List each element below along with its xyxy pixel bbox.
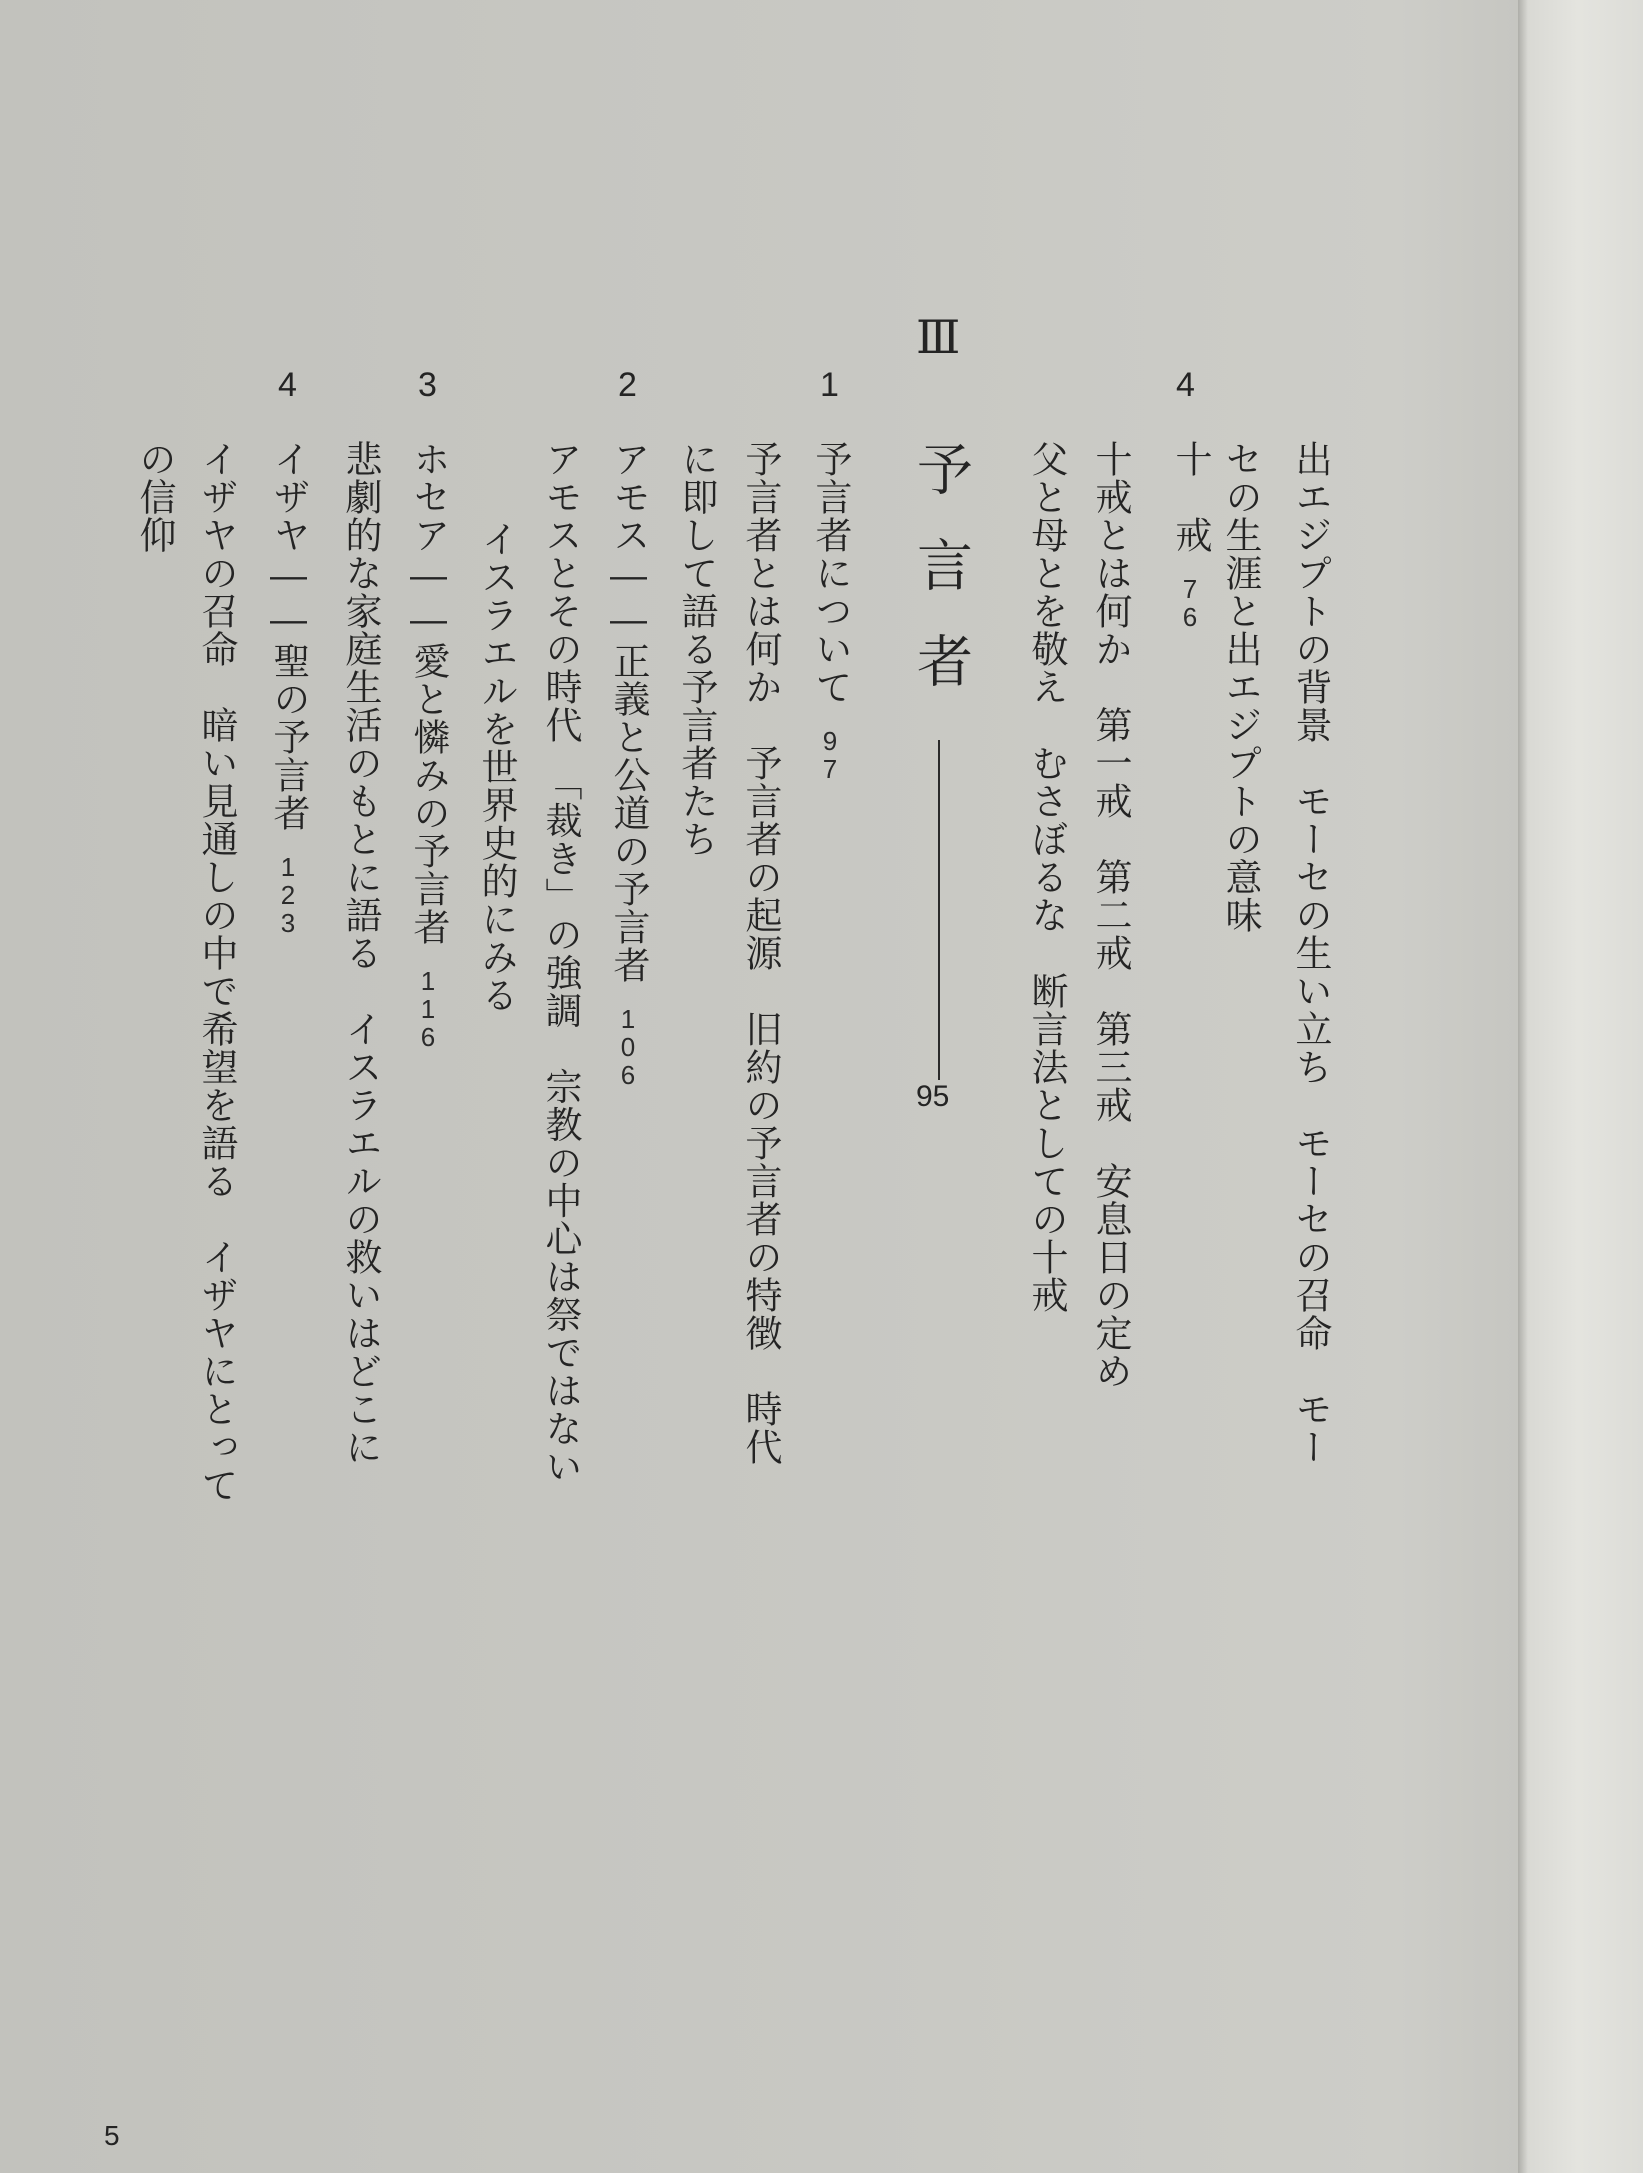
toc-line-s1-a xyxy=(740,440,780,1466)
toc-line-moses-a xyxy=(1290,440,1330,1466)
toc-text: イスラエルを世界史的にみる xyxy=(475,520,518,1014)
toc-text: 出エジプトの背景 モーセの生い立ち モーセの召命 モー xyxy=(1289,440,1332,1466)
toc-heading-text: イザヤ――聖の予言者 xyxy=(267,440,310,832)
toc-page-number: 106 xyxy=(613,1004,643,1088)
part-page-number: 95 xyxy=(916,1080,950,1113)
toc-text: アモスとその時代 「裁き」の強調 宗教の中心は祭ではない xyxy=(539,440,582,1486)
toc-heading-text: ホセア――愛と憐みの予言者 xyxy=(407,440,450,946)
toc-text: イザヤの召命 暗い見通しの中で希望を語る イザヤにとって xyxy=(195,440,238,1504)
page-gutter xyxy=(1518,0,1643,2173)
toc-text: 悲劇的な家庭生活のもとに語る イスラエルの救いはどこに xyxy=(339,440,382,1466)
part-number: Ⅲ xyxy=(916,310,955,364)
toc-line-s2-a xyxy=(540,440,580,1486)
toc-heading-s3 xyxy=(408,440,448,1050)
toc-heading-text: アモス――正義と公道の予言者 xyxy=(607,440,650,984)
toc-heading-s4 xyxy=(268,440,308,936)
toc-heading-text: 予言者について xyxy=(809,440,852,706)
toc-line-s4-a xyxy=(196,440,236,1504)
toc-section-number: 2 xyxy=(618,366,637,404)
toc-line-s2-b xyxy=(476,520,516,1014)
toc-page-number: 116 xyxy=(413,966,443,1050)
toc-text: の信仰 xyxy=(133,440,176,554)
toc-section-number: 1 xyxy=(820,366,839,404)
toc-section-number: 3 xyxy=(418,366,437,404)
page-folio-number: 5 xyxy=(104,2120,120,2151)
part-title: 予言者 xyxy=(908,440,973,728)
toc-text: 予言者とは何か 予言者の起源 旧約の予言者の特徴 時代 xyxy=(739,440,782,1466)
toc-text: 父と母とを敬え むさぼるな 断言法としての十戒 xyxy=(1025,440,1068,1314)
toc-page-number: 123 xyxy=(273,852,303,936)
toc-section-number: 4 xyxy=(278,366,297,404)
part-title-dash xyxy=(938,740,940,1080)
toc-line-s4-b xyxy=(134,440,174,554)
toc-text: セの生涯と出エジプトの意味 xyxy=(1219,440,1262,934)
toc-page-number: 76 xyxy=(1175,574,1205,630)
toc-page-number: 97 xyxy=(815,726,845,782)
toc-section-number: 4 xyxy=(1176,366,1195,404)
toc-text: 十戒とは何か 第一戒 第二戒 第三戒 安息日の定め xyxy=(1089,440,1132,1390)
toc-line-s1-b xyxy=(676,440,716,858)
toc-line-s3-a xyxy=(340,440,380,1466)
toc-heading-ten-commandments xyxy=(1170,440,1210,630)
toc-line-moses-b xyxy=(1220,440,1260,934)
toc-heading-s2 xyxy=(608,440,648,1088)
toc-line-ten-a xyxy=(1090,440,1130,1390)
toc-line-ten-b xyxy=(1026,440,1066,1314)
toc-text: に即して語る予言者たち xyxy=(675,440,718,858)
toc-heading-s1 xyxy=(810,440,850,782)
toc-heading-text: 十 戒 xyxy=(1169,440,1212,554)
